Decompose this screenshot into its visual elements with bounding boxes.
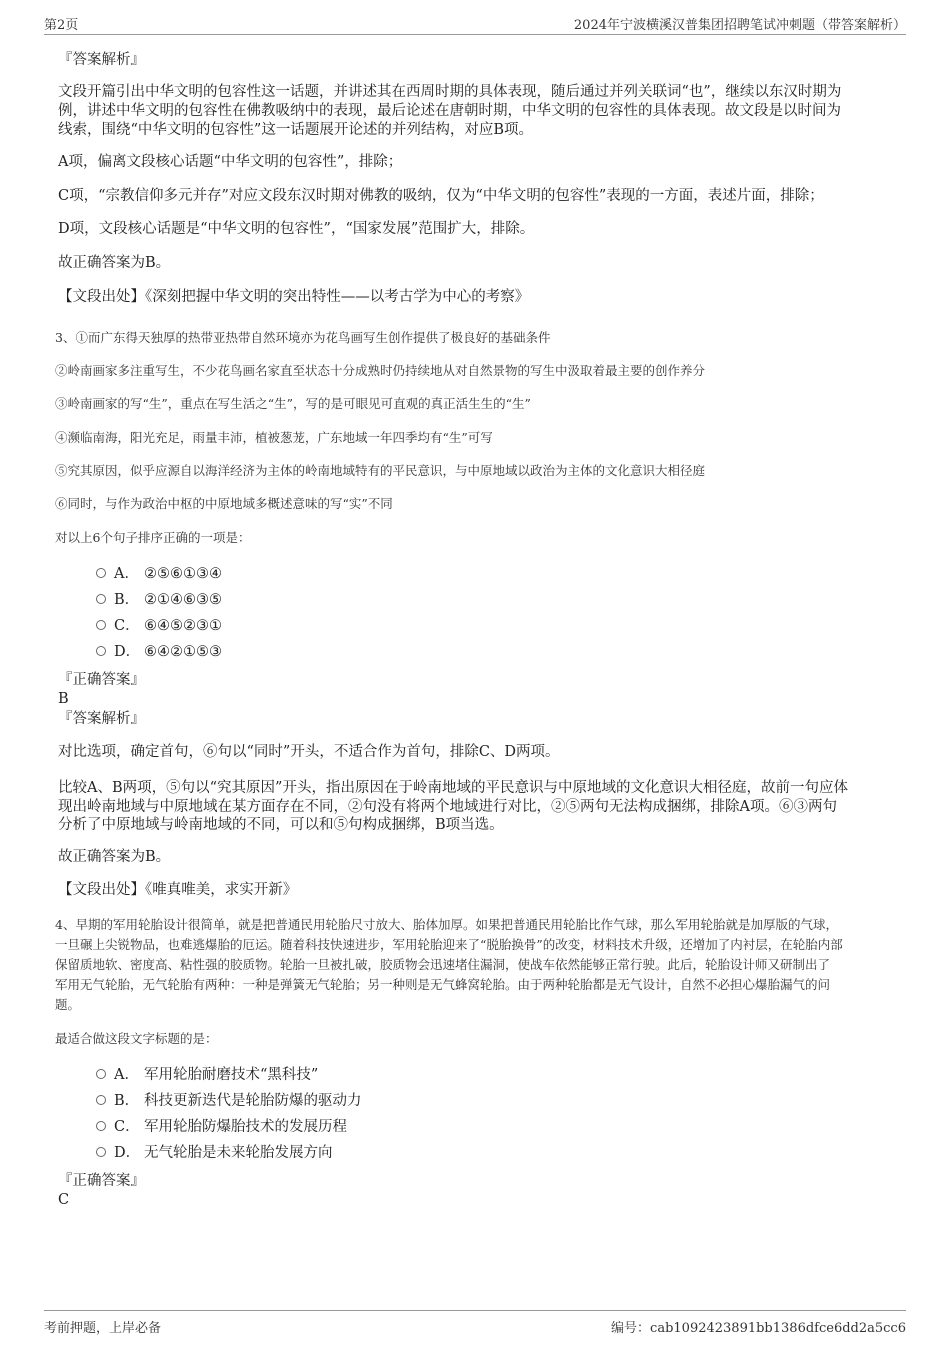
source-citation: 【文段出处】《深刻把握中华文明的突出特性——以考古学为中心的考察》 bbox=[58, 289, 530, 305]
document-title: 2024年宁波横溪汉普集团招聘笔试冲刺题（带答案解析） bbox=[573, 18, 906, 33]
question-sentence: ⑥同时，与作为政治中枢的中原地域多概述意味的写“实”不同 bbox=[55, 496, 393, 511]
radio-icon[interactable] bbox=[96, 568, 106, 578]
page-header bbox=[44, 14, 906, 35]
footer-slogan: 考前押题，上岸必备 bbox=[44, 1321, 162, 1336]
passage-line: 军用无气轮胎，无气轮胎有两种：一种是弹簧无气轮胎；另一种则是无气蜂窝轮胎。由于两种轮胎都是无气设计，自然不必担心爆胎漏气的问 bbox=[55, 977, 831, 992]
document-code: 编号：cab1092423891bb1386dfce6dd2a5cc6 bbox=[611, 1321, 906, 1336]
analysis-paragraph-line: 分析了中原地域与岭南地域的不同，可以和⑤句构成捆绑，B项当选。 bbox=[58, 817, 504, 833]
passage-line: 4、早期的军用轮胎设计很简单，就是把普通民用轮胎尺寸放大、胎体加厚。如果把普通民用轮胎比作气球，那么军用轮胎就是加厚版的气球， bbox=[55, 917, 838, 932]
analysis-paragraph: 对比选项，确定首句，⑥句以“同时”开头，不适合作为首句，排除C、D两项。 bbox=[58, 744, 560, 760]
answer-value: C bbox=[58, 1192, 70, 1208]
answer-label: 『正确答案』 bbox=[58, 672, 145, 688]
answer-option[interactable]: B． ②①④⑥③⑤ bbox=[96, 589, 222, 611]
radio-icon[interactable] bbox=[96, 1121, 106, 1131]
page-footer bbox=[44, 1310, 906, 1335]
radio-icon[interactable] bbox=[96, 1095, 106, 1105]
answer-option[interactable]: C． ⑥④⑤②③① bbox=[96, 615, 222, 637]
analysis-label: 『答案解析』 bbox=[58, 52, 145, 68]
analysis-option-d: D项，文段核心话题是“中华文明的包容性”，“国家发展”范围扩大，排除。 bbox=[58, 221, 535, 237]
analysis-paragraph-line: 比较A、B两项，⑤句以“究其原因”开头，指出原因在于岭南地域的平民意识与中原地域的文化意识大相径庭，故前一句应体 bbox=[58, 780, 848, 796]
question-prompt: 对以上6个句子排序正确的一项是： bbox=[55, 530, 251, 545]
analysis-paragraph-line: 线索，围绕“中华文明的包容性”这一话题展开论述的并列结构，对应B项。 bbox=[58, 122, 533, 138]
answer-label: 『正确答案』 bbox=[58, 1173, 145, 1189]
answer-option[interactable]: B． 科技更新迭代是轮胎防爆的驱动力 bbox=[96, 1090, 362, 1112]
radio-icon[interactable] bbox=[96, 594, 106, 604]
analysis-label: 『答案解析』 bbox=[58, 711, 145, 727]
question-sentence: ②岭南画家多注重写生，不少花鸟画名家直至状态十分成熟时仍持续地从对自然景物的写生中汲取着最主要的创作养分 bbox=[55, 363, 706, 378]
analysis-option-c: C项，“宗教信仰多元并存”对应文段东汉时期对佛教的吸纳，仅为“中华文明的包容性”表现的一方面，表述片面，排除； bbox=[58, 188, 824, 204]
conclusion: 故正确答案为B。 bbox=[58, 849, 171, 865]
analysis-paragraph-line: 现出岭南地域与中原地域在某方面存在不同，②句没有将两个地域进行对比，②⑤两句无法构成捆绑，排除A项。⑥③两句 bbox=[58, 799, 837, 815]
radio-icon[interactable] bbox=[96, 1069, 106, 1079]
question-sentence: ③岭南画家的写“生”，重点在写生活之“生”，写的是可眼见可直观的真正活生生的“生” bbox=[55, 396, 531, 411]
analysis-paragraph-line: 文段开篇引出中华文明的包容性这一话题，并讲述其在西周时期的具体表现，随后通过并列关联词“也”，继续以东汉时期为 bbox=[58, 84, 842, 100]
radio-icon[interactable] bbox=[96, 646, 106, 656]
question-prompt: 最适合做这段文字标题的是： bbox=[55, 1031, 218, 1046]
answer-value: B bbox=[58, 691, 69, 707]
passage-line: 保留质地软、密度高、粘性强的胶质物。轮胎一旦被扎破，胶质物会迅速堵住漏洞，使战车依然能够正常行驶。此后，轮胎设计师又研制出了 bbox=[55, 957, 831, 972]
passage-line: 题。 bbox=[55, 997, 81, 1012]
page-number: 第2页 bbox=[44, 18, 79, 33]
answer-option[interactable]: C． 军用轮胎防爆胎技术的发展历程 bbox=[96, 1116, 347, 1138]
answer-option[interactable]: D． ⑥④②①⑤③ bbox=[96, 641, 222, 663]
question-sentence: 3、①而广东得天独厚的热带亚热带自然环境亦为花鸟画写生创作提供了极良好的基础条件 bbox=[55, 330, 551, 345]
analysis-option-a: A项，偏离文段核心话题“中华文明的包容性”，排除； bbox=[58, 154, 403, 170]
passage-line: 一旦碾上尖锐物品，也难逃爆胎的厄运。随着科技快速进步，军用轮胎迎来了“脱胎换骨”的改变，材料技术升级，还增加了内衬层，在轮胎内部 bbox=[55, 937, 843, 952]
radio-icon[interactable] bbox=[96, 1147, 106, 1157]
analysis-paragraph-line: 例，讲述中华文明的包容性在佛教吸纳中的表现，最后论述在唐朝时期，中华文明的包容性的具体表现。故文段是以时间为 bbox=[58, 103, 841, 119]
answer-option[interactable]: A． 军用轮胎耐磨技术“黑科技” bbox=[96, 1064, 318, 1086]
question-sentence: ⑤究其原因，似乎应源自以海洋经济为主体的岭南地域特有的平民意识，与中原地域以政治为主体的文化意识大相径庭 bbox=[55, 463, 706, 478]
question-sentence: ④濒临南海，阳光充足，雨量丰沛，植被葱茏，广东地域一年四季均有“生”可写 bbox=[55, 430, 493, 445]
conclusion: 故正确答案为B。 bbox=[58, 255, 171, 271]
source-citation: 【文段出处】《唯真唯美，求实开新》 bbox=[58, 882, 298, 898]
radio-icon[interactable] bbox=[96, 620, 106, 630]
answer-option[interactable]: D． 无气轮胎是未来轮胎发展方向 bbox=[96, 1142, 333, 1164]
answer-option[interactable]: A． ②⑤⑥①③④ bbox=[96, 563, 222, 585]
